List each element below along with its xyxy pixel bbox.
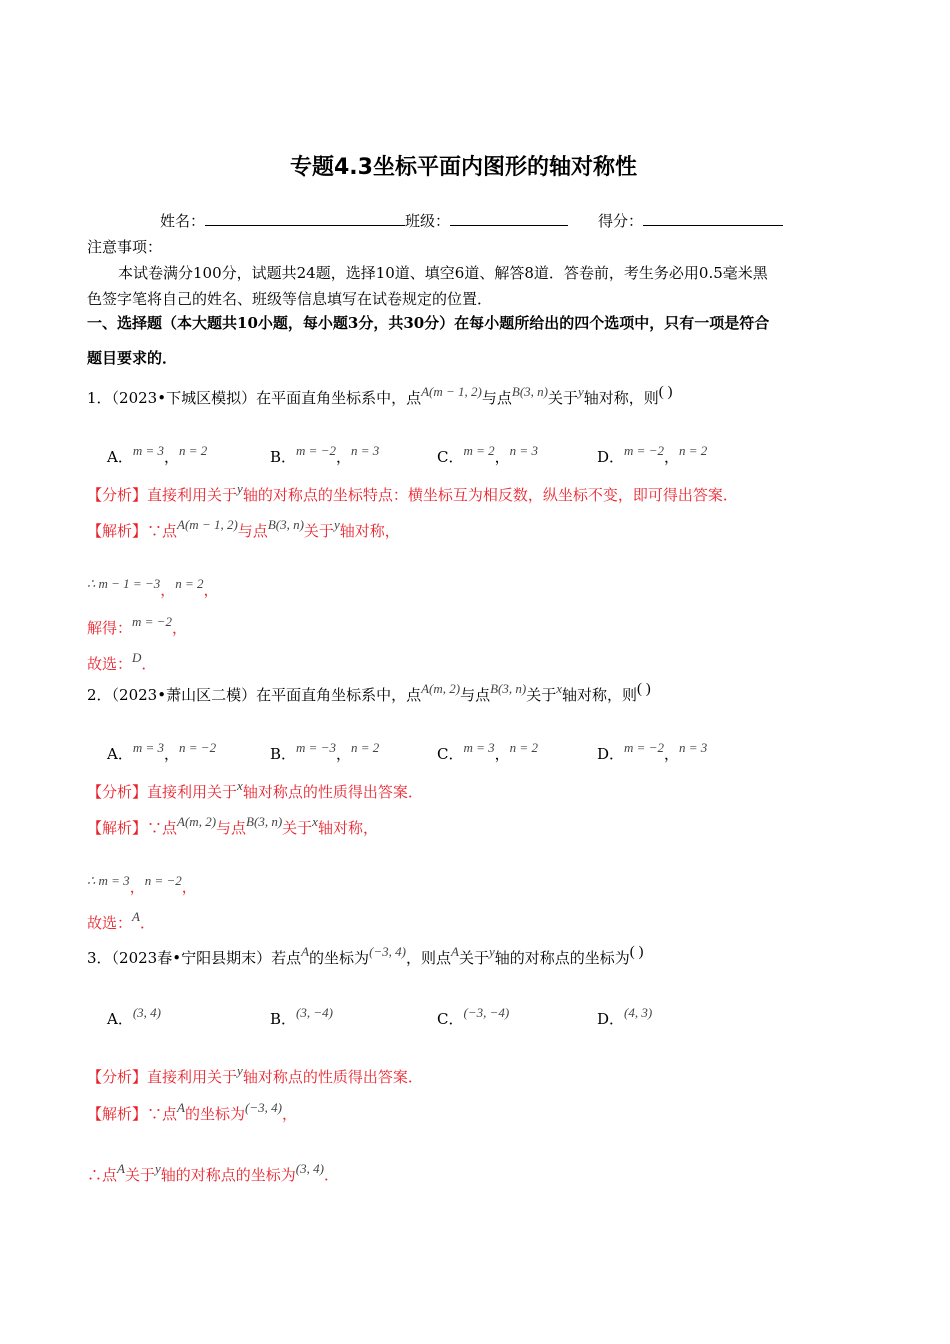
option-n: n = 3 [678,740,708,755]
solution-point-a: A(m, 2) [177,814,217,829]
q2-text: 在平面直角坐标系中，点 [256,686,422,704]
q3-point-a: A [301,944,310,959]
option-n: n = 2 [678,443,708,458]
option-value: (3, 4) [132,1005,162,1020]
q1-option-d[interactable]: D．m = −2，n = 2 [597,443,708,466]
name-label: 姓名： [160,212,206,230]
option-n: n = 2 [509,740,538,755]
option-n: n = −2 [179,740,217,755]
option-m: m = −3 [296,740,336,755]
solution-axis: y [333,517,340,532]
class-field[interactable] [405,210,568,231]
option-m: m = −2 [296,443,336,458]
notice-line1: 本试卷满分100分，试题共24题，选择10道、填空6道、解答8道．答卷前，考生务必用0.5毫米黑 [118,264,768,282]
choice-value: A [132,909,140,924]
q2-text: 与点 [460,686,491,704]
option-n: n = 3 [350,443,380,458]
score-blank[interactable] [643,211,783,226]
q2-equations [87,873,197,897]
q1-number: 1． [87,389,112,407]
name-blank[interactable] [205,211,405,226]
q2-source: （2023•萧山区二模） [111,686,257,704]
q2-solution [87,814,378,838]
equation: n = 2 [175,576,204,591]
option-n: n = 2 [350,740,380,755]
q3-option-a[interactable] [107,1005,162,1029]
q1-text: 关于 [547,389,578,407]
option-m: m = 2 [463,443,495,458]
q3-text: 关于 [458,949,489,967]
option-label: D． [597,1010,625,1028]
q1-text: 与点 [481,389,512,407]
solution-point-b: B(3, n) [267,517,304,532]
separator: ， [181,878,197,896]
q2-point-a: A(m, 2) [421,681,461,696]
q1-axis: y [578,384,584,399]
analysis-axis: y [237,1063,243,1078]
conclusion-axis: y [154,1161,161,1176]
q3-stem [87,944,644,968]
solution-point-a: A(m − 1, 2) [177,517,238,532]
conclusion-text: ∴点 [87,1166,118,1184]
notice-heading: 注意事项： [87,238,163,256]
option-m: m = 3 [132,740,165,755]
q1-solution [87,517,400,541]
q2-text: 关于 [526,686,557,704]
choice-end: ． [141,655,157,673]
q3-option-b[interactable] [270,1005,333,1029]
q3-answer-paren: ( ) [629,944,644,960]
analysis-text: 轴对称点的性质得出答案． [242,783,423,801]
solution-tag: 【解析】 [87,1105,148,1123]
analysis-axis: y [237,481,243,496]
choice-end: ． [139,914,155,932]
conclusion-end: ． [323,1166,339,1184]
q1-option-b[interactable]: B．m = −2，n = 3 [270,443,380,466]
analysis-tag: 【分析】 [87,783,148,801]
solution-text: 关于 [282,819,313,837]
q3-axis: y [488,944,495,959]
notice-line2: 色签字笔将自己的姓名、班级等信息填写在试卷规定的位置． [87,290,493,308]
analysis-axis: x [237,778,243,793]
q1-point-a: A(m − 1, 2) [421,384,482,399]
choice-label: 故选： [87,914,133,932]
analysis-text: 直接利用关于 [147,1068,238,1086]
option-label: B． [270,745,297,763]
q1-stem [87,384,673,408]
solution-text: ∵点 [147,1105,178,1123]
solve-value: m = −2 [132,614,172,629]
score-field[interactable] [598,210,783,231]
choice-value: D [132,650,142,665]
solution-point-b: B(3, n) [246,814,283,829]
option-n: n = 3 [509,443,538,458]
q1-choice [87,650,157,674]
option-label: C． [437,745,464,763]
separator: ， [129,878,145,896]
page-title: 专题4.3坐标平面内图形的轴对称性 [290,155,637,180]
q1-text: 在平面直角坐标系中，点 [256,389,422,407]
separator: ， [171,619,187,637]
q2-option-b[interactable]: B．m = −3，n = 2 [270,740,380,763]
name-field[interactable] [160,210,405,231]
option-n: n = 2 [179,443,208,458]
q2-text: 轴对称，则 [562,686,638,704]
q3-text: 的坐标为 [309,949,370,967]
q1-option-a[interactable]: A．m = 3，n = 2 [107,443,208,466]
choice-label: 故选： [87,655,133,673]
option-m: m = −2 [624,443,664,458]
q1-option-c[interactable]: C．m = 2，n = 3 [437,443,538,466]
solution-text: 的坐标为 [184,1105,245,1123]
class-blank[interactable] [450,211,568,226]
q3-text: 轴的对称点的坐标为 [494,949,630,967]
q3-text: 若点 [271,949,302,967]
option-label: A． [107,745,133,763]
solution-text: ∵点 [147,819,178,837]
solution-point-a: A [177,1100,185,1115]
option-value: (−3, −4) [463,1005,510,1020]
equation: n = −2 [144,873,182,888]
analysis-text: 直接利用关于 [147,783,238,801]
solution-text: ， [281,1105,297,1123]
option-label: A． [107,1010,133,1028]
option-label: D． [597,448,625,466]
option-label: C． [437,1010,464,1028]
q3-source: （2023春•宁阳县期末） [111,949,272,967]
q3-conclusion [87,1161,339,1185]
solve-label: 解得： [87,619,133,637]
q3-analysis [87,1063,423,1087]
equation: ∴ m − 1 = −3 [87,576,161,591]
q3-text: ，则点 [406,949,452,967]
q1-source: （2023•下城区模拟） [111,389,257,407]
option-m: m = 3 [132,443,165,458]
solution-text: ∵点 [147,522,178,540]
q2-stem [87,681,651,705]
q1-point-b: B(3, n) [511,384,548,399]
class-label: 班级： [405,212,451,230]
equation: ∴ m = 3 [87,873,130,888]
separator: ， [203,581,219,599]
q2-point-b: B(3, n) [490,681,527,696]
solution-text: 轴对称， [317,819,378,837]
option-label: A． [107,448,133,466]
score-label: 得分： [598,212,644,230]
q2-option-a[interactable]: A．m = 3，n = −2 [107,740,217,763]
q2-option-d[interactable]: D．m = −2，n = 3 [597,740,708,763]
separator: ， [160,581,176,599]
q3-point-a: A [451,944,459,959]
option-value: (3, −4) [296,1005,333,1020]
conclusion-point-a: A [117,1161,125,1176]
q3-solution [87,1100,297,1124]
analysis-text: 轴的对称点的坐标特点：横坐标互为相反数，纵坐标不变，即可得出答案． [242,486,738,504]
solution-text: 关于 [303,522,334,540]
solution-text: 轴对称， [339,522,400,540]
q3-coord: (−3, 4) [369,944,406,959]
solution-tag: 【解析】 [87,522,148,540]
solution-axis: x [312,814,318,829]
analysis-tag: 【分析】 [87,1068,148,1086]
q2-answer-paren: ( ) [637,681,651,697]
option-m: m = −2 [624,740,664,755]
q1-text: 轴对称，则 [583,389,659,407]
q1-equations [87,576,219,600]
q2-axis: x [556,681,563,696]
q1-solve [87,614,187,638]
section1-line2: 题目要求的． [87,349,178,367]
conclusion-coord: (3, 4) [295,1161,324,1176]
option-m: m = 3 [463,740,495,755]
option-label: B． [270,1010,297,1028]
section1-line1: 一、选择题（本大题共10小题，每小题3分，共30分）在每小题所给出的四个选项中，只有一项是符合 [87,314,770,332]
solution-coord: (−3, 4) [245,1100,282,1115]
conclusion-text: 轴的对称点的坐标为 [160,1166,296,1184]
q2-analysis [87,778,423,802]
solution-text: 与点 [237,522,268,540]
q2-number: 2． [87,686,112,704]
q3-option-c[interactable] [437,1005,510,1029]
analysis-tag: 【分析】 [87,486,148,504]
analysis-text: 轴对称点的性质得出答案． [242,1068,423,1086]
analysis-text: 直接利用关于 [147,486,238,504]
q3-number: 3． [87,949,112,967]
solution-text: 与点 [216,819,247,837]
q1-analysis [87,481,738,505]
q2-option-c[interactable]: C．m = 3，n = 2 [437,740,538,763]
q3-option-d[interactable] [597,1005,653,1029]
option-label: D． [597,745,625,763]
q2-choice [87,909,155,933]
option-label: C． [437,448,464,466]
q1-answer-paren: ( ) [658,384,673,400]
option-value: (4, 3) [624,1005,653,1020]
conclusion-text: 关于 [124,1166,155,1184]
option-label: B． [270,448,297,466]
solution-tag: 【解析】 [87,819,148,837]
